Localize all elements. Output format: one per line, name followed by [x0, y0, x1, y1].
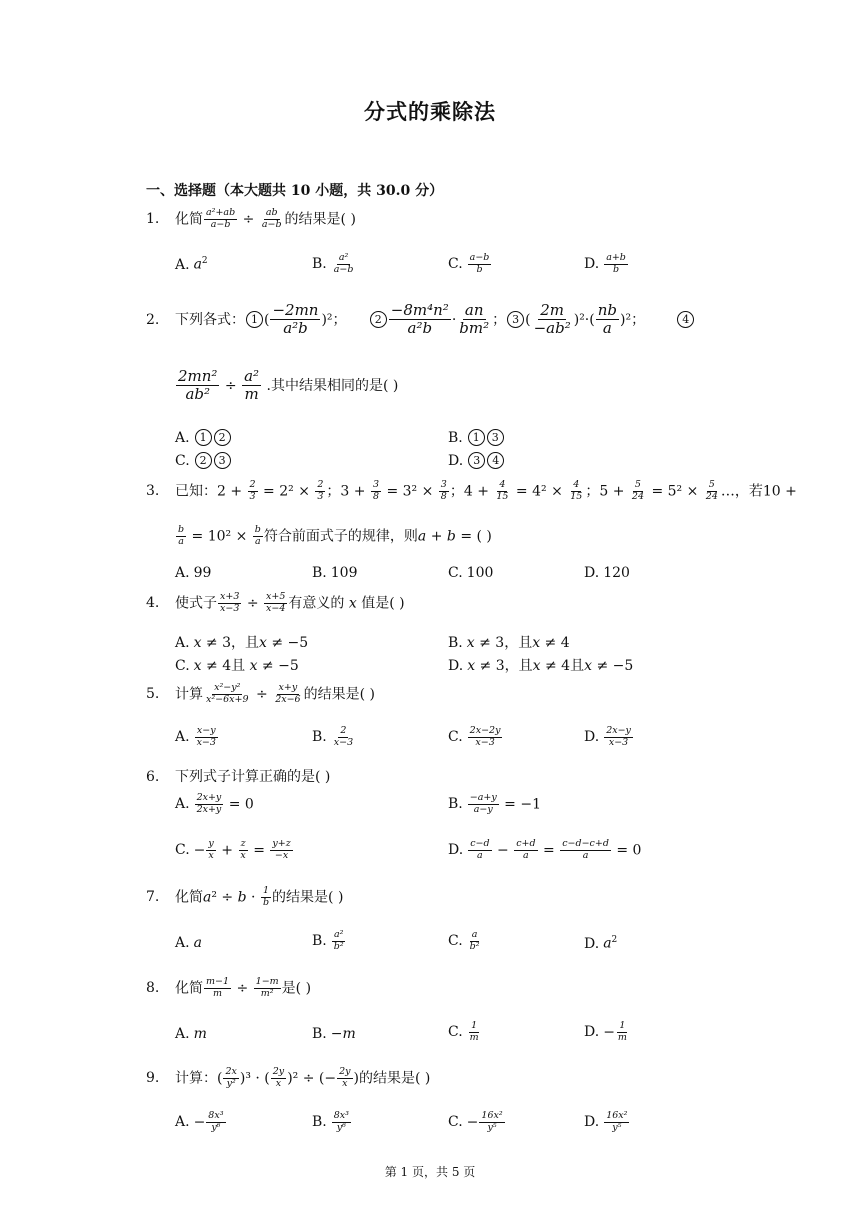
question-8: 8. 化简 $\frac{m-1}{m}$ ÷ $\frac{1-m}{\text{m²}}$ 是( )	[146, 976, 312, 999]
q8-option-b[interactable]: B. −m	[312, 1026, 356, 1042]
q1-option-a[interactable]: A. $a^2$	[175, 256, 208, 273]
q7-option-a[interactable]: A. a	[175, 935, 202, 951]
q7-option-b[interactable]: B. $\frac{\text{a²}}{\text{b²}}$	[312, 929, 344, 952]
q2-option-d[interactable]: D. 3 4	[448, 452, 505, 469]
q4-option-d[interactable]: D. x ≠ 3，且x ≠ 4且x ≠ −5	[448, 658, 634, 674]
question-9: 9. 计算：( $\frac{2x}{\text{y²}}$ )³ · ( $\frac{2y}{x}$ )² ÷ (− $\frac{2y}{x}$ )的结果是( )	[146, 1066, 431, 1089]
question-1: 1. 化简 $\frac{\text{a²+ab}}{a-b}$ ÷ $\frac{ab}{a-b}$ 的结果是( )	[146, 207, 356, 230]
q5-option-d[interactable]: D. $\frac{2x-y}{x-3}$	[584, 725, 631, 748]
page-footer: 第 1 页，共 5 页	[384, 1165, 476, 1179]
page-title: 分式的乘除法	[364, 99, 496, 124]
section-heading: 一、选择题（本大题共 10 小题，共 30.0 分）	[146, 183, 444, 199]
q9-option-a[interactable]: A. − $\frac{\text{8x³}}{\text{y⁶}}$	[175, 1110, 224, 1133]
q8-option-c[interactable]: C. $\frac{1}{m}$	[448, 1020, 479, 1043]
q2-option-a[interactable]: A. 1 2	[175, 429, 232, 446]
q4-option-c[interactable]: C. x ≠ 4且 x ≠ −5	[175, 658, 299, 674]
q6-option-a[interactable]: A. $\frac{2x+y}{2x+y}$ = 0	[175, 792, 254, 815]
question-5: 5. 计算 $\frac{\text{x²−y²}}{\text{x²−6x+9}}$ ÷ $\frac{x+y}{2x-6}$ 的结果是( )	[146, 682, 375, 705]
q9-option-b[interactable]: B. $\frac{\text{8x³}}{\text{y⁶}}$	[312, 1110, 349, 1133]
q5-option-a[interactable]: A. $\frac{x-y}{x-3}$	[175, 725, 216, 748]
q9-option-d[interactable]: D. $\frac{\text{16x²}}{\text{y⁵}}$	[584, 1110, 628, 1133]
q6-option-d[interactable]: D. $\frac{c-d}{a}$ − $\frac{c+d}{a}$ = $\frac{c-d-c+d}{a}$ = 0	[448, 838, 642, 861]
q4-option-a[interactable]: A. x ≠ 3，且x ≠ −5	[175, 635, 309, 651]
question-2-cont: $\frac{\text{2mn²}}{\text{ab²}}$ ÷ $\frac{\text{a²}}{m}$ .其中结果相同的是( )	[178, 367, 399, 404]
q3-option-a[interactable]: A. 99	[175, 565, 212, 581]
question-6: 6. 下列式子计算正确的是( )	[146, 769, 331, 785]
q8-option-d[interactable]: D. − $\frac{1}{m}$	[584, 1020, 627, 1043]
q1-option-d[interactable]: D. $\frac{a+b}{b}$	[584, 252, 626, 275]
q2-option-c[interactable]: C. 2 3	[175, 452, 232, 469]
q4-option-b[interactable]: B. x ≠ 3，且x ≠ 4	[448, 635, 570, 651]
q2-option-b[interactable]: B. 1 3	[448, 429, 505, 446]
q1-option-b[interactable]: B. $\frac{\text{a²}}{a-b}$	[312, 252, 354, 275]
q1-option-c[interactable]: C. $\frac{a-b}{b}$	[448, 252, 490, 275]
q3-option-b[interactable]: B. 109	[312, 565, 358, 581]
q5-option-b[interactable]: B. $\frac{2}{x-3}$	[312, 725, 354, 748]
question-7: 7. 化简a² ÷ b · $\frac{1}{b}$ 的结果是( )	[146, 885, 344, 908]
question-2: 2. 下列各式： 1 ( $\frac{-2mn}{\text{a²b}}$ )²； 2 $\frac{\text{−8m⁴n²}}{\text{a²b}}$ · $\frac{an}{\text{bm²}}$ ； 3 ( $\frac{2m}{\text{−ab²}}$ )²·( $\frac{nb}{a}$ )²； 4	[146, 302, 695, 338]
q6-option-c[interactable]: C. − $\frac{y}{x}$ + $\frac{z}{x}$ = $\frac{y+z}{-x}$	[175, 838, 291, 861]
q7-option-c[interactable]: C. $\frac{a}{\text{b²}}$	[448, 929, 480, 952]
q8-option-a[interactable]: A. m	[175, 1026, 207, 1042]
q9-option-c[interactable]: C. − $\frac{\text{16x²}}{\text{y⁵}}$	[448, 1110, 503, 1133]
q3-option-d[interactable]: D. 120	[584, 565, 630, 581]
question-3: 3. 已知：2 + $\frac{2}{3}$ = 2² × $\frac{2}{3}$ ；3 + $\frac{3}{8}$ = 3² × $\frac{3}{8}$ ；4 + $\frac{4}{15}$ = 4² × $\frac{4}{15}$ ；5 + $\frac{5}{24}$ = 5² × $\frac{5}{24}$ …，若10 +	[146, 479, 797, 502]
q5-option-c[interactable]: C. $\frac{2x-2y}{x-3}$	[448, 725, 501, 748]
q6-option-b[interactable]: B. $\frac{-a+y}{a-y}$ = −1	[448, 792, 541, 815]
question-3-cont: $\frac{b}{a}$ = 10² × $\frac{b}{a}$ 符合前面式子的规律，则a + b = ( )	[178, 524, 492, 547]
q3-option-c[interactable]: C. 100	[448, 565, 494, 581]
q7-option-d[interactable]: D. $a^2$	[584, 935, 618, 952]
question-4: 4. 使式子 $\frac{x+3}{x-3}$ ÷ $\frac{x+5}{x-4}$ 有意义的 x 值是( )	[146, 591, 405, 614]
